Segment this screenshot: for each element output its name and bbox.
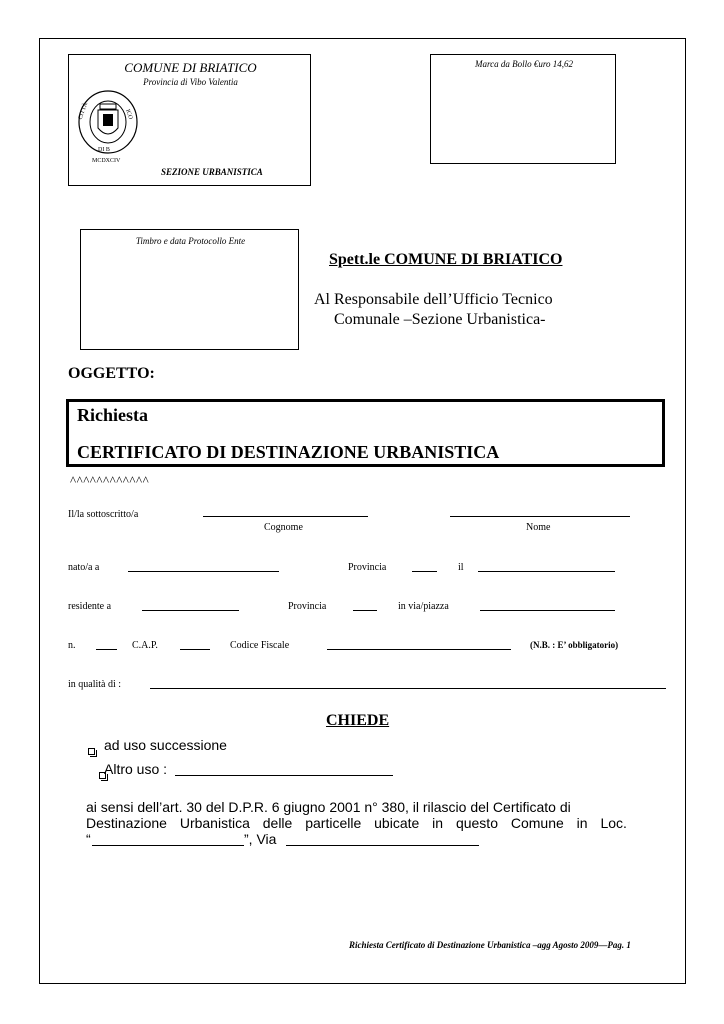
cap-field[interactable]: [180, 649, 210, 650]
cognome-label: Cognome: [264, 522, 303, 533]
nato-label: nato/a a: [68, 562, 100, 573]
data-nascita-field[interactable]: [478, 571, 615, 572]
bollo-label: Marca da Bollo €uro 14,62: [474, 59, 574, 69]
nome-field[interactable]: [450, 516, 630, 517]
svg-text:ICO: ICO: [124, 108, 134, 121]
addressee-line1: Spett.le COMUNE DI BRIATICO: [329, 251, 563, 268]
oggetto-carets: ^^^^^^^^^^^^: [70, 473, 150, 488]
successione-checkbox[interactable]: [88, 748, 95, 755]
oggetto-title1: Richiesta: [77, 405, 148, 425]
residenza-field[interactable]: [142, 610, 239, 611]
seal-year: MCDXCIV: [92, 158, 121, 164]
protocollo-label: Timbro e data Protocollo Ente: [135, 236, 246, 246]
residente-label: residente a: [68, 601, 112, 612]
svg-text:DI B: DI B: [98, 147, 110, 153]
addressee-line2: Al Responsabile dell’Ufficio Tecnico: [314, 291, 553, 308]
qualita-field[interactable]: [150, 688, 666, 689]
luogo-nascita-field[interactable]: [128, 571, 279, 572]
via-label: in via/piazza: [398, 601, 449, 612]
cognome-field[interactable]: [203, 516, 368, 517]
via-intro: ”, Via: [244, 831, 277, 847]
protocollo-box: [80, 229, 299, 350]
cap-label: C.A.P.: [132, 640, 158, 651]
oggetto-label: OGGETTO:: [68, 365, 155, 382]
sezione-label: SEZIONE URBANISTICA: [161, 167, 263, 177]
via-particelle-field[interactable]: [286, 845, 479, 846]
bollo-box: [430, 54, 616, 164]
footer-note: Richiesta Certificato di Destinazione Urbanistica –agg Agosto 2009—Pag. 1: [349, 940, 631, 950]
comune-title: COMUNE DI BRIATICO: [124, 60, 257, 75]
nb-obbligatorio: (N.B. : E’ obbligatorio): [530, 640, 619, 650]
numero-label: n.: [68, 640, 76, 651]
codice-fiscale-label: Codice Fiscale: [230, 640, 290, 651]
provincia-label: Provincia di Vibo Valentia: [143, 77, 238, 87]
qualita-label: in qualità di :: [68, 679, 122, 690]
provincia-residenza-label: Provincia: [288, 601, 327, 612]
svg-text:CITTÀ: CITTÀ: [77, 101, 90, 121]
provincia-nascita-field[interactable]: [412, 571, 437, 572]
codice-fiscale-field[interactable]: [327, 649, 511, 650]
provincia-residenza-field[interactable]: [353, 610, 377, 611]
city-seal-icon: [76, 88, 140, 164]
oggetto-box: [66, 399, 665, 467]
sottoscritto-label: Il/la sottoscritto/a: [68, 509, 139, 520]
chiede-body-line2: Destinazione Urbanistica delle particelle ubicate in questo Comune in Loc.: [86, 815, 627, 831]
option-altro-uso: Altro uso :: [104, 761, 168, 777]
il-label: il: [458, 562, 464, 573]
altro-uso-field[interactable]: [175, 775, 393, 776]
option-successione: ad uso successione: [104, 737, 227, 753]
oggetto-title2: CERTIFICATO DI DESTINAZIONE URBANISTICA: [77, 442, 500, 462]
addressee-line3: Comunale –Sezione Urbanistica-: [334, 311, 546, 328]
nome-label: Nome: [526, 522, 551, 533]
numero-field[interactable]: [96, 649, 117, 650]
via-field[interactable]: [480, 610, 615, 611]
chiede-body-line1: ai sensi dell’art. 30 del D.P.R. 6 giugno 2001 n° 380, il rilascio del Certificato di: [86, 799, 571, 815]
localita-open-quote: “: [86, 831, 91, 847]
chiede-heading: CHIEDE: [326, 712, 390, 729]
localita-field[interactable]: [92, 845, 244, 846]
provincia-nascita-label: Provincia: [348, 562, 387, 573]
